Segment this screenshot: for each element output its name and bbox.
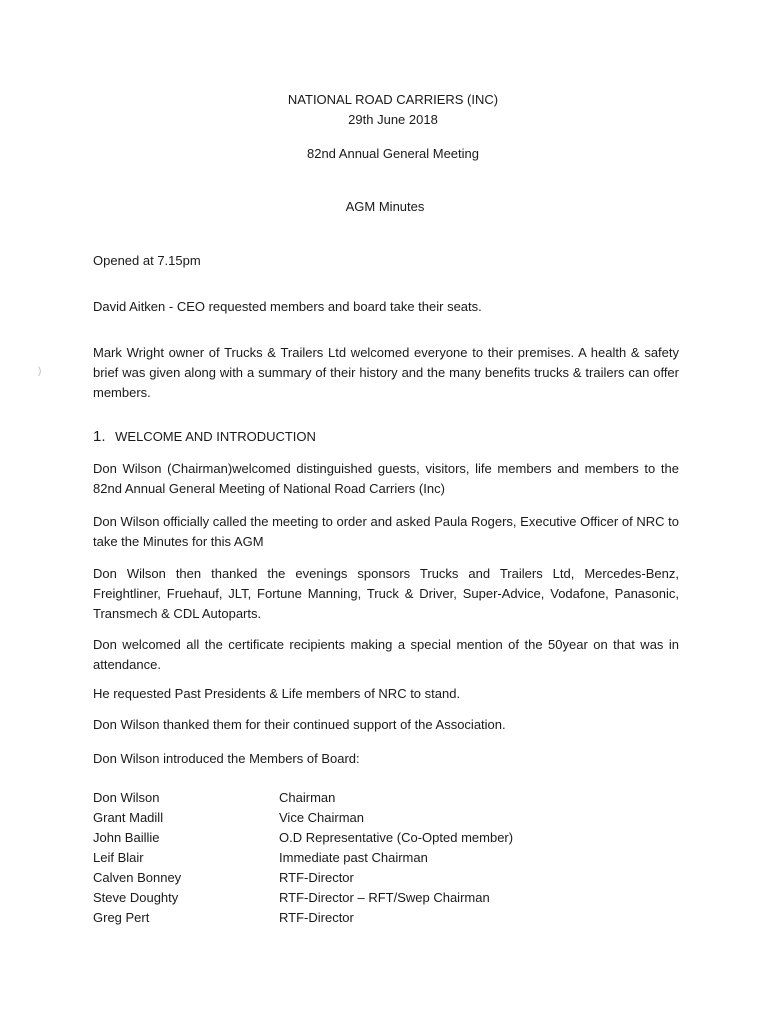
section-title: WELCOME AND INTRODUCTION: [115, 429, 316, 444]
paragraph: Don welcomed all the certificate recipients making a special mention of the 50year on that was in attendance.: [93, 637, 679, 672]
member-name: Grant Madill: [93, 810, 164, 825]
table-row: [93, 868, 513, 888]
document-title: AGM Minutes: [345, 199, 425, 214]
member-name: Calven Bonney: [93, 870, 182, 885]
table-row: [93, 908, 513, 928]
member-role: Chairman: [279, 790, 336, 805]
member-role: RTF-Director: [279, 870, 354, 885]
member-name: Steve Doughty: [93, 890, 179, 905]
paragraph: Don Wilson then thanked the evenings sponsors Trucks and Trailers Ltd, Mercedes-Benz, Freightliner, Fruehauf, JLT, Fortune Manning, Truck & Driver, Super-Advice, Vodafone, Panasonic, Transmech & CDL Autoparts.: [93, 566, 679, 621]
member-name: Leif Blair: [93, 850, 144, 865]
table-row: [93, 848, 513, 868]
member-name: Don Wilson: [93, 790, 160, 805]
meeting-name: 82nd Annual General Meeting: [306, 146, 479, 161]
member-role: Vice Chairman: [279, 810, 365, 825]
margin-mark: ): [38, 366, 42, 377]
welcome-paragraph: Mark Wright owner of Trucks & Trailers Ltd welcomed everyone to their premises. A health & safety brief was given along with a summary of their history and the many benefits trucks & trailers can offer members.: [93, 345, 679, 400]
board-members-table: [93, 788, 513, 928]
meeting-date: 29th June 2018: [348, 112, 438, 127]
member-role: O.D Representative (Co-Opted member): [279, 830, 514, 845]
table-row: [93, 788, 513, 808]
ceo-paragraph: David Aitken - CEO requested members and board take their seats.: [93, 299, 482, 314]
member-name: John Baillie: [93, 830, 160, 845]
table-row: [93, 888, 513, 908]
document-header: [0, 90, 770, 130]
section-heading: [93, 428, 316, 445]
paragraph: He requested Past Presidents & Life members of NRC to stand.: [93, 686, 461, 701]
member-name: Greg Pert: [93, 910, 150, 925]
paragraph: Don Wilson introduced the Members of Board:: [93, 751, 360, 766]
opened-time: Opened at 7.15pm: [93, 253, 201, 268]
organization-name: NATIONAL ROAD CARRIERS (INC): [287, 92, 499, 107]
table-row: [93, 828, 513, 848]
paragraph: Don Wilson officially called the meeting to order and asked Paula Rogers, Executive Officer of NRC to take the Minutes for this AGM: [93, 514, 679, 549]
paragraph: Don Wilson thanked them for their continued support of the Association.: [93, 717, 506, 732]
table-row: [93, 808, 513, 828]
member-role: Immediate past Chairman: [279, 850, 428, 865]
member-role: RTF-Director: [279, 910, 354, 925]
section-number: 1.: [93, 428, 106, 445]
member-role: RTF-Director – RFT/Swep Chairman: [279, 890, 490, 905]
paragraph: Don Wilson (Chairman)welcomed distinguished guests, visitors, life members and members to the 82nd Annual General Meeting of National Road Carriers (Inc): [93, 461, 679, 496]
